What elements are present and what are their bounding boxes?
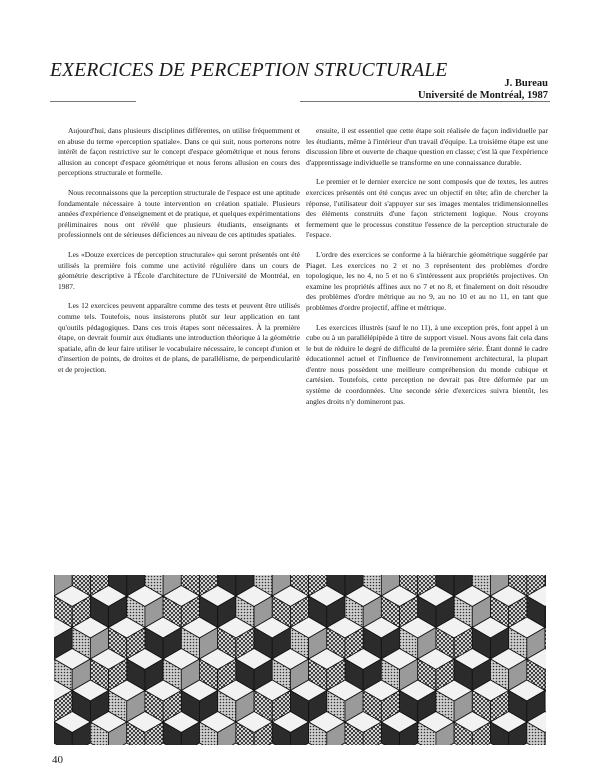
byline bbox=[418, 78, 548, 102]
author-name: J. Bureau bbox=[504, 78, 548, 89]
paragraph: Aujourd'hui, dans plusieurs disciplines différentes, on utilise fréquemment et en abuse du terme «perception spatiale». Dans ce qui suit, nous porterons notre intérêt de façon restrictive sur le concept d'espace géométrique et nous ferons allusion au concept d'espace géométrique et nous ferons allusion en cours des perceptions structurale et formelle. bbox=[58, 126, 300, 178]
paragraph: Nous reconnaissons que la perception structurale de l'espace est une aptitude fondamentale nécessaire à toute intervention en création spatiale. Plusieurs années d'expérience d'enseignement et de pratique, et quelques expérimentations préliminaires nous ont révélé que plusieurs étudiants, enseignants et professionnels ont de sérieuses déficiences au niveau de ces aptitudes spatiales. bbox=[58, 187, 300, 240]
isometric-cube-pattern bbox=[54, 575, 546, 745]
page-number: 40 bbox=[52, 754, 63, 766]
header-rule-left bbox=[50, 101, 136, 102]
author-affiliation: Université de Montréal, 1987 bbox=[417, 90, 548, 101]
paragraph: Les exercices illustrés (sauf le no 11), à une exception près, font appel à un cube ou à un parallélépipède à titre de support visuel. Nous avons fait cela dans le but de réduire le degré de difficulté de la première série. Étant donné le cadre éducationnel actuel et l'influence de l'environnement architectural, la plupart d'entre nous possèdent une meilleure compréhension du monde cubique et cartésien. Toutefois, cette perception ne devrait pas être déformée par un système de coordonnées. Une seconde série d'exercices suivra bientôt, les angles droits n'y domineront pas. bbox=[306, 322, 548, 406]
paragraph: Les 12 exercices peuvent apparaître comme des tests et peuvent être utilisés comme tels. Toutefois, nous insisterons plutôt sur leur application en tant qu'outils pédagogiques. Dans ces trois étapes sont nécessaires. À la première étape, on devrait fournir aux étudiants une introduction théorique à la géométrie spatiale, afin de leur faire utiliser le vocabulaire nécessaire, le concept d'union et d'insertion de points, de droites et de plans, de parallélisme, de perpendicularité et de projection. bbox=[58, 301, 300, 374]
paragraph: Le premier et le dernier exercice ne sont composés que de textes, les autres exercices présentés ont été conçus avec un objectif en tête; afin de chercher la réponse, l'utilisateur doit s'appuyer sur ses images mentales tridimensionnelles des éléments construits d'une façon strictement logique. Nous croyons fermement que le processus constitue l'essence de la perception structurale de l'espace. bbox=[306, 177, 548, 240]
paragraph: L'ordre des exercices se conforme à la hiérarchie géométrique suggérée par Piaget. Les exercices no 2 et no 3 représentent des problèmes d'ordre topologique, les no 4, no 5 et no 6 s'intéressent aux propriétés projectives. On examine les propriétés affines aux no 7 et no 8, et finalement on doit résoudre des problèmes d'ordre métrique au no 9, au no 10 et au no 11, en tant que problèmes d'ordre projectif, affine et métrique. bbox=[306, 249, 548, 312]
header-rule-right bbox=[300, 101, 550, 102]
paragraph: Les «Douze exercices de perception structurale» qui seront présentés ont été utilisés la première fois comme une activité régulière dans un cours de géométrie descriptive à l'École d'architecture de l'Université de Montréal, en 1987. bbox=[58, 249, 300, 291]
article-title: EXERCICES DE PERCEPTION STRUCTURALE bbox=[50, 60, 448, 81]
text-column-right bbox=[306, 126, 548, 416]
paragraph: ensuite, il est essentiel que cette étape soit réalisée de façon individuelle par les étudiants, même à l'intérieur d'un travail d'équipe. La troisième étape est une discussion libre et ouverte de chaque question en classe; c'est là que l'expérience d'apprentissage individuelle se transforme en une connaissance durable. bbox=[306, 126, 548, 167]
text-column-left bbox=[58, 126, 300, 384]
